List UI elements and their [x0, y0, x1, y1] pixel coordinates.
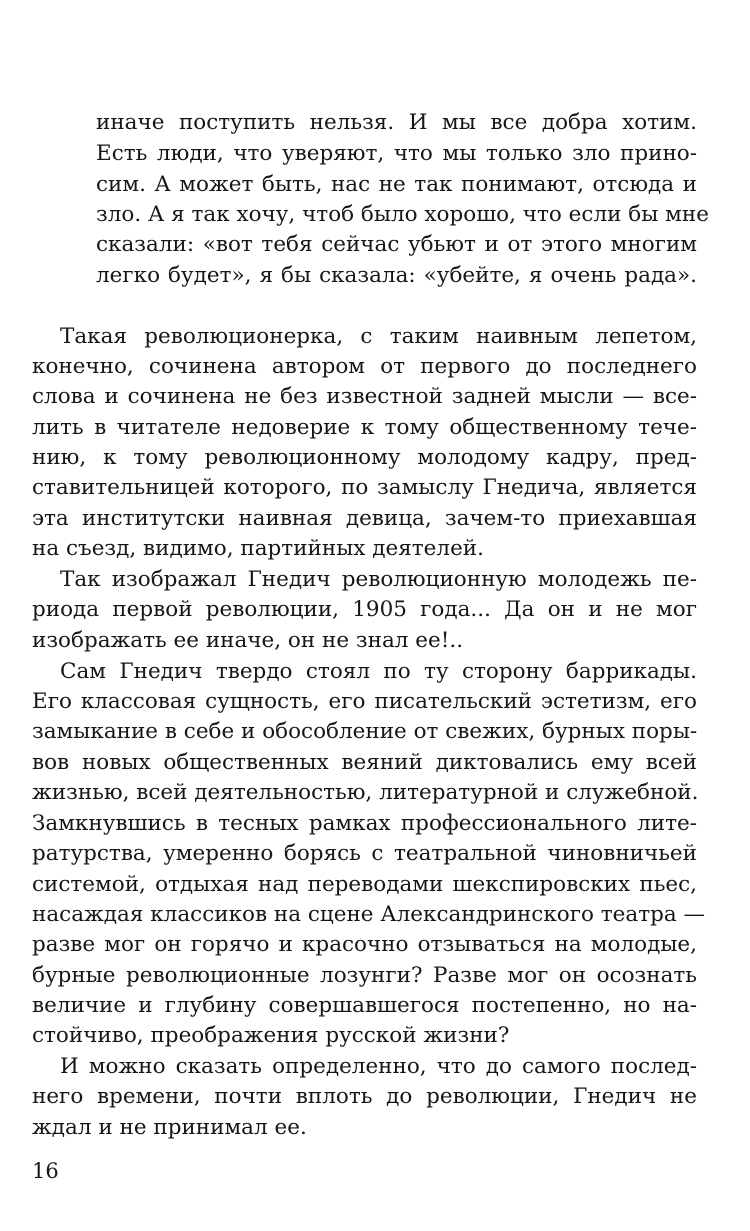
page-number: 16 [32, 1159, 59, 1183]
paragraph-line: Замкнувшись в тесных рамках профессионального лите- [32, 811, 697, 836]
paragraph-line: вов новых общественных веяний диктовались ему всей [32, 750, 697, 775]
paragraph-line: Сам Гнедич твердо стоял по ту сторону баррикады. [60, 659, 697, 684]
paragraph-line: лить в читателе недоверие к тому общественному тече- [32, 415, 697, 440]
quote-line: легко будет», я бы сказала: «убейте, я очень рада». [96, 263, 697, 288]
paragraph-line: И можно сказать определенно, что до самого послед- [60, 1054, 697, 1079]
paragraph-line: Его классовая сущность, его писательский эстетизм, его [32, 689, 697, 714]
quote-line: иначе поступить нельзя. И мы все добра хотим. [96, 110, 697, 135]
quote-line: сказали: «вот тебя сейчас убьют и от этого многим [96, 232, 697, 257]
paragraph-line: ратурства, умеренно борясь с театральной чиновничьей [32, 841, 697, 866]
paragraph-line: конечно, сочинена автором от первого до последнего [32, 354, 697, 379]
paragraph-line: него времени, почти вплоть до революции, Гнедич не [32, 1084, 697, 1109]
paragraph-line: стойчиво, преображения русской жизни? [32, 1023, 510, 1048]
paragraph-line: изображать ее иначе, он не знал ее!.. [32, 628, 464, 653]
paragraph-line: ждал и не принимал ее. [32, 1115, 307, 1140]
paragraph-line: слова и сочинена не без известной задней мысли — все- [32, 384, 697, 409]
paragraph-line: Так изображал Гнедич революционную молодежь пе- [60, 567, 697, 592]
paragraph-line: риода первой революции, 1905 года... Да он и не мог [32, 597, 697, 622]
paragraph-line: ставительницей которого, по замыслу Гнедича, является [32, 475, 697, 500]
paragraph-line: замыкание в себе и обособление от свежих, бурных поры- [32, 719, 698, 744]
quote-line: Есть люди, что уверяют, что мы только зло прино- [96, 141, 697, 166]
paragraph-line: системой, отдыхая над переводами шекспировских пьес, [32, 872, 697, 897]
paragraph-line: жизнью, всей деятельностью, литературной и служебной. [32, 780, 699, 805]
paragraph-line: насаждая классиков на сцене Александринского театра — [32, 902, 706, 927]
quote-line: сим. А может быть, нас не так понимают, отсюда и [96, 172, 697, 197]
paragraph-line: Такая революционерка, с таким наивным лепетом, [60, 324, 697, 349]
paragraph-line: на съезд, видимо, партийных деятелей. [32, 536, 484, 561]
paragraph-line: бурные революционные лозунги? Разве мог он осознать [32, 963, 697, 988]
quote-line: зло. А я так хочу, чтоб было хорошо, что если бы мне [96, 202, 709, 227]
paragraph-line: эта институтски наивная девица, зачем-то приехавшая [32, 506, 697, 531]
paragraph-line: разве мог он горячо и красочно отзываться на молодые, [32, 932, 697, 957]
paragraph-line: величие и глубину совершавшегося постепенно, но на- [32, 993, 697, 1018]
paragraph-line: нию, к тому революционному молодому кадру, пред- [32, 445, 697, 470]
